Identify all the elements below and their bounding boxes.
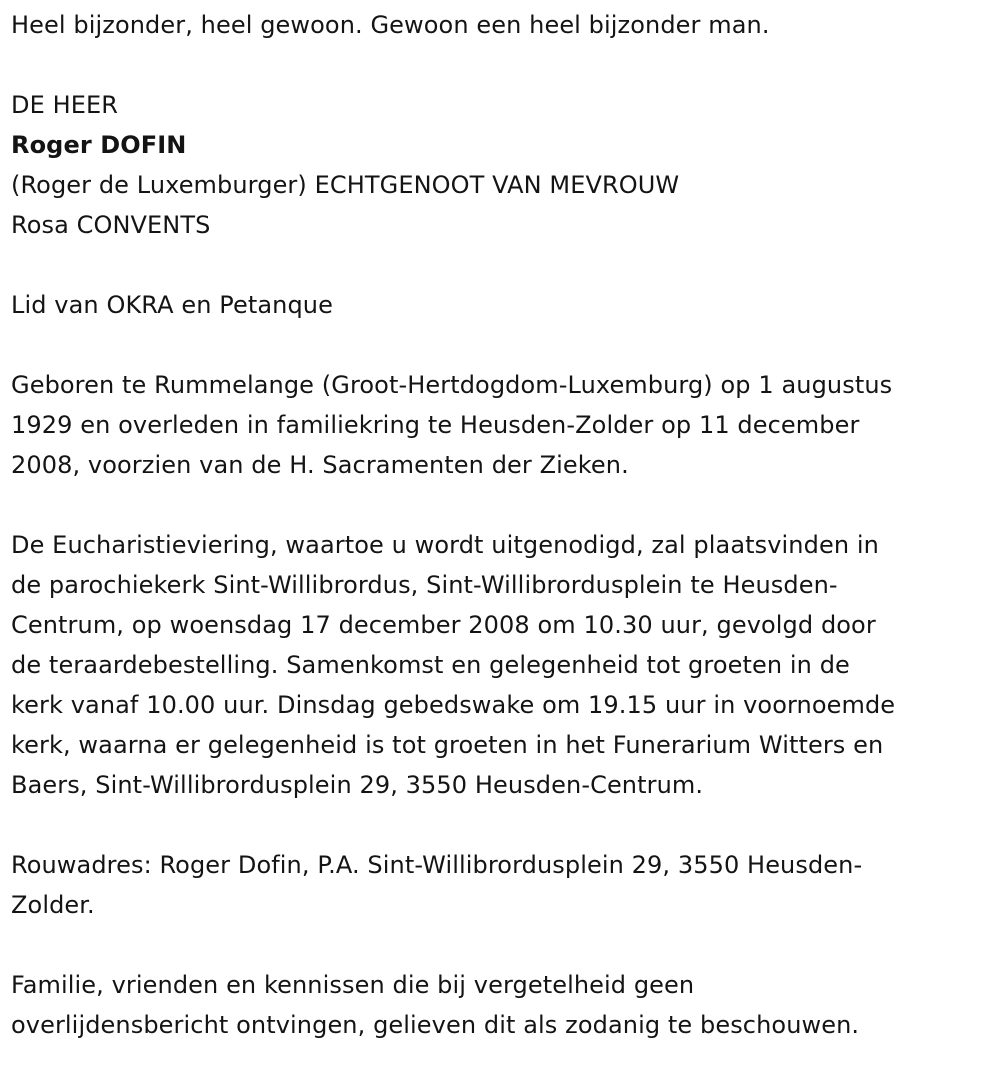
text-line: Baers, Sint-Willibrordusplein 29, 3550 Heusden-Centrum. bbox=[11, 771, 704, 799]
closing-paragraph bbox=[11, 965, 996, 1045]
text-line: kerk vanaf 10.00 uur. Dinsdag gebedswake om 19.15 uur in voornoemde bbox=[11, 691, 896, 719]
text-line: Rouwadres: Roger Dofin, P.A. Sint-Willibrordusplein 29, 3550 Heusden- bbox=[11, 851, 863, 879]
birth-death-paragraph bbox=[11, 365, 996, 485]
intro-line: Heel bijzonder, heel gewoon. Gewoon een heel bijzonder man. bbox=[11, 11, 770, 39]
text-line: Zolder. bbox=[11, 891, 95, 919]
membership-line: Lid van OKRA en Petanque bbox=[11, 291, 333, 319]
salutation: DE HEER bbox=[11, 91, 119, 119]
paragraph-gap bbox=[11, 325, 996, 365]
paragraph-gap bbox=[11, 485, 996, 525]
alias-line: (Roger de Luxemburger) ECHTGENOOT VAN MEVROUW bbox=[11, 171, 680, 199]
text-line: de teraardebestelling. Samenkomst en gelegenheid tot groeten in de bbox=[11, 651, 850, 679]
address-paragraph bbox=[11, 845, 996, 925]
text-line: de parochiekerk Sint-Willibrordus, Sint-Willibrordusplein te Heusden- bbox=[11, 571, 838, 599]
text-line: 1929 en overleden in familiekring te Heusden-Zolder op 11 december bbox=[11, 411, 860, 439]
text-line: 2008, voorzien van de H. Sacramenten der Zieken. bbox=[11, 451, 629, 479]
obituary-notice bbox=[11, 5, 996, 1045]
ceremony-paragraph bbox=[11, 525, 996, 805]
text-line: kerk, waarna er gelegenheid is tot groeten in het Funerarium Witters en bbox=[11, 731, 884, 759]
paragraph-gap bbox=[11, 805, 996, 845]
text-line: Familie, vrienden en kennissen die bij vergetelheid geen bbox=[11, 971, 695, 999]
paragraph-gap bbox=[11, 45, 996, 85]
text-line: De Eucharistieviering, waartoe u wordt uitgenodigd, zal plaatsvinden in bbox=[11, 531, 879, 559]
spouse-name: Rosa CONVENTS bbox=[11, 211, 211, 239]
deceased-name: Roger DOFIN bbox=[11, 131, 187, 159]
text-line: Geboren te Rummelange (Groot-Hertdogdom-Luxemburg) op 1 augustus bbox=[11, 371, 893, 399]
paragraph-gap bbox=[11, 245, 996, 285]
text-line: overlijdensbericht ontvingen, gelieven dit als zodanig te beschouwen. bbox=[11, 1011, 860, 1039]
paragraph-gap bbox=[11, 925, 996, 965]
text-line: Centrum, op woensdag 17 december 2008 om 10.30 uur, gevolgd door bbox=[11, 611, 876, 639]
